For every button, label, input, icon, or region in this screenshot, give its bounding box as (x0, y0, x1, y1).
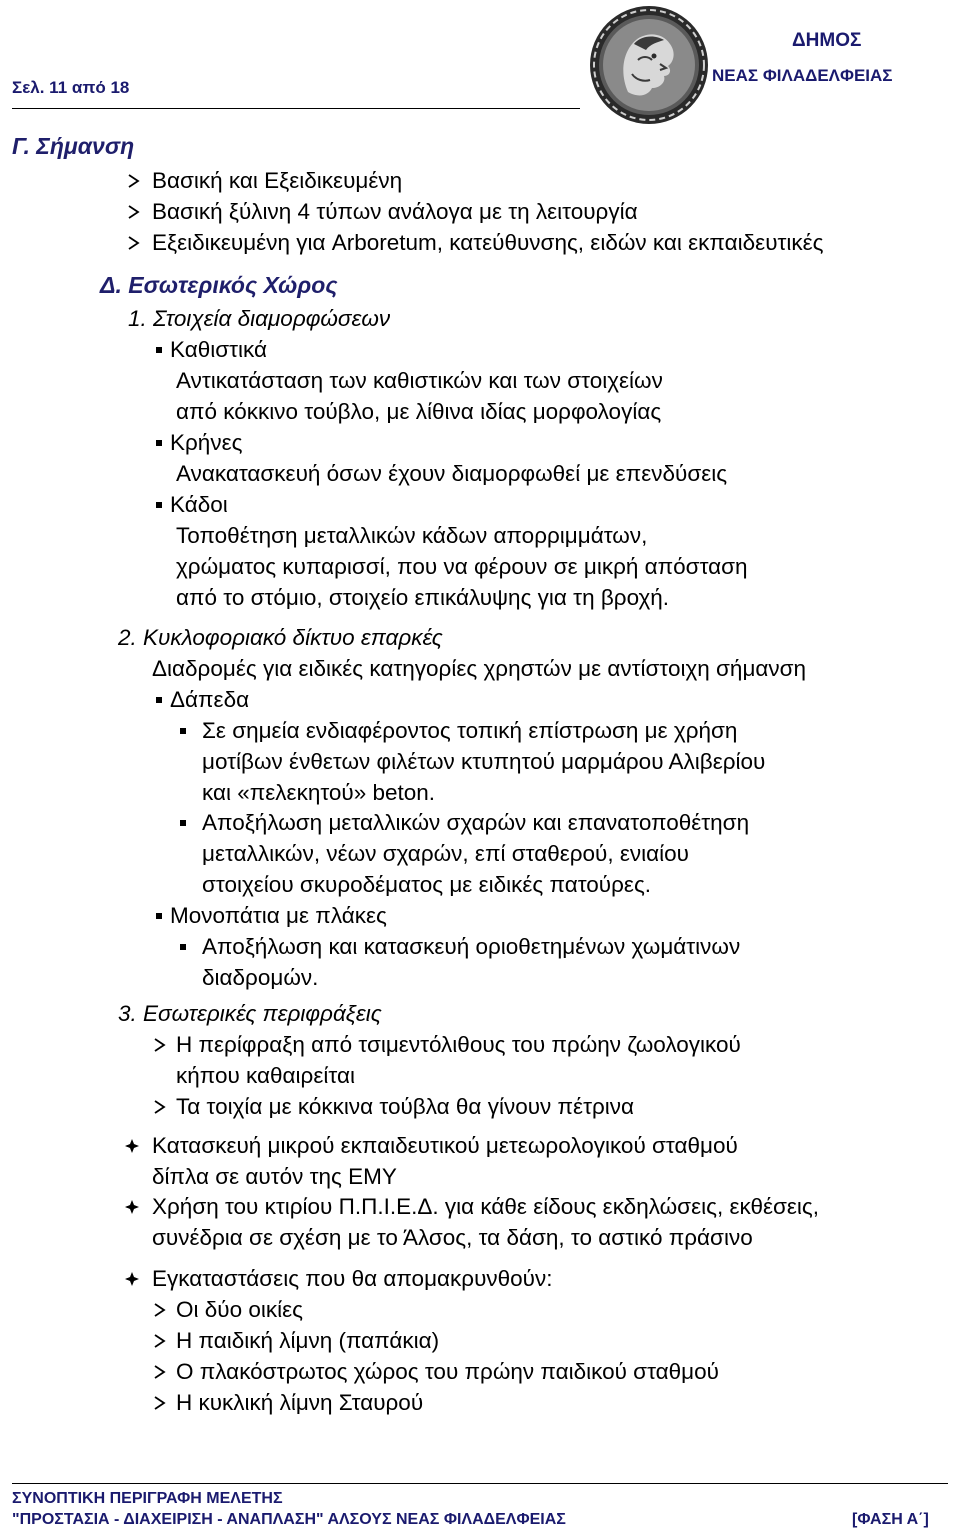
diamond-bullet-icon (124, 1199, 140, 1215)
bullet-label: Κρήνες (170, 430, 243, 455)
body-text: από το στόμιο, στοιχείο επικάλυψης για τη βροχή. (176, 585, 670, 610)
square-bullet-icon (180, 728, 186, 734)
ancient-coin-logo-icon (588, 4, 710, 126)
list-item: Η παιδική λίμνη (παπάκια) (176, 1328, 440, 1353)
list-item: Βασική και Εξειδικευμένη (152, 168, 403, 193)
arrow-bullet-icon (154, 1396, 166, 1410)
body-text: χρώματος κυπαρισσί, που να φέρουν σε μικρή απόσταση (176, 554, 748, 579)
body-text: μοτίβων ένθετων φιλέτων κτυπητού μαρμάρου Αλιβερίου (202, 749, 766, 774)
body-text: Αποξήλωση μεταλλικών σχαρών και επανατοποθέτηση (202, 810, 750, 835)
square-bullet-icon (180, 820, 186, 826)
square-bullet-icon (156, 347, 162, 353)
bullet-label: Κάδοι (170, 492, 228, 517)
list-item: κήπου καθαιρείται (176, 1063, 355, 1088)
body-text: και «πελεκητού» beton. (202, 780, 436, 805)
body-text: Αντικατάσταση των καθιστικών και των στοιχείων (176, 368, 663, 393)
footer-project: "ΠΡΟΣΤΑΣΙΑ - ΔΙΑΧΕΙΡΙΣΗ - ΑΝΑΠΛΑΣΗ" ΑΛΣΟΥΣ ΝΕΑΣ ΦΙΛΑΔΕΛΦΕΙΑΣ (12, 1511, 566, 1528)
diamond-bullet-icon (124, 1271, 140, 1287)
square-bullet-icon (156, 913, 162, 919)
arrow-bullet-icon (154, 1100, 166, 1114)
body-text: μεταλλικών, νέων σχαρών, επί σταθερού, ενιαίου (202, 841, 689, 866)
footer-rule (12, 1483, 948, 1484)
list-item: Χρήση του κτιρίου Π.Π.Ι.Ε.Δ. για κάθε είδους εκδηλώσεις, εκθέσεις, (152, 1194, 820, 1219)
list-item: δίπλα σε αυτόν της ΕΜΥ (152, 1164, 397, 1189)
section-g-title: Γ. Σήμανση (12, 133, 135, 159)
page-number: Σελ. 11 από 18 (12, 78, 130, 97)
diamond-bullet-icon (124, 1138, 140, 1154)
square-bullet-icon (156, 697, 162, 703)
body-text: Τοποθέτηση μεταλλικών κάδων απορριμμάτων, (176, 523, 648, 548)
list-heading: Εγκαταστάσεις που θα απομακρυνθούν: (152, 1266, 553, 1291)
body-text: από κόκκινο τούβλο, με λίθινα ιδίας μορφολογίας (176, 399, 662, 424)
arrow-bullet-icon (154, 1334, 166, 1348)
bullet-label: Καθιστικά (170, 337, 268, 362)
list-item: Κατασκευή μικρού εκπαιδευτικού μετεωρολογικού σταθμού (152, 1133, 738, 1158)
arrow-bullet-icon (154, 1303, 166, 1317)
arrow-bullet-icon (128, 174, 140, 188)
list-item: Ο πλακόστρωτος χώρος του πρώην παιδικού σταθμού (176, 1359, 719, 1384)
footer-phase: [ΦΑΣΗ Α΄] (852, 1511, 929, 1528)
arrow-bullet-icon (154, 1038, 166, 1052)
municipality-name: ΝΕΑΣ ΦΙΛΑΔΕΛΦΕΙΑΣ (712, 66, 893, 85)
body-text: στοιχείου σκυροδέματος με ειδικές πατούρες. (202, 872, 652, 897)
square-bullet-icon (156, 440, 162, 446)
list-item: Οι δύο οικίες (176, 1297, 303, 1322)
footer-title: ΣΥΝΟΠΤΙΚΗ ΠΕΡΙΓΡΑΦΗ ΜΕΛΕΤΗΣ (12, 1490, 283, 1507)
list-item: Εξειδικευμένη για Arboretum, κατεύθυνσης, ειδών και εκπαιδευτικές (152, 230, 824, 255)
section-d-title: Δ. Εσωτερικός Χώρος (100, 272, 338, 298)
list-item: Βασική ξύλινη 4 τύπων ανάλογα με τη λειτουργία (152, 199, 638, 224)
arrow-bullet-icon (128, 205, 140, 219)
municipality-title: ΔΗΜΟΣ (792, 30, 862, 51)
list-item: Η κυκλική λίμνη Σταυρού (176, 1390, 424, 1415)
body-text: Αποξήλωση και κατασκευή οριοθετημένων χωμάτινων (202, 934, 741, 959)
arrow-bullet-icon (154, 1365, 166, 1379)
subsection-3-title: 3. Εσωτερικές περιφράξεις (118, 1001, 382, 1026)
subsection-1-title: 1. Στοιχεία διαμορφώσεων (128, 306, 391, 331)
bullet-label: Δάπεδα (170, 687, 250, 712)
header-rule (12, 108, 580, 109)
body-text: Διαδρομές για ειδικές κατηγορίες χρηστών με αντίστοιχη σήμανση (152, 656, 807, 681)
subsection-2-title: 2. Κυκλοφοριακό δίκτυο επαρκές (118, 625, 443, 650)
arrow-bullet-icon (128, 236, 140, 250)
square-bullet-icon (156, 502, 162, 508)
body-text: Ανακατασκευή όσων έχουν διαμορφωθεί με επενδύσεις (176, 461, 728, 486)
list-item: Η περίφραξη από τσιμεντόλιθους του πρώην ζωολογικού (176, 1032, 741, 1057)
list-item: συνέδρια σε σχέση με το Άλσος, τα δάση, το αστικό πράσινο (152, 1225, 753, 1250)
list-item: Τα τοιχία με κόκκινα τούβλα θα γίνουν πέτρινα (176, 1094, 635, 1119)
square-bullet-icon (180, 944, 186, 950)
bullet-label: Μονοπάτια με πλάκες (170, 903, 387, 928)
body-text: Σε σημεία ενδιαφέροντος τοπική επίστρωση με χρήση (202, 718, 738, 743)
body-text: διαδρομών. (202, 965, 319, 990)
